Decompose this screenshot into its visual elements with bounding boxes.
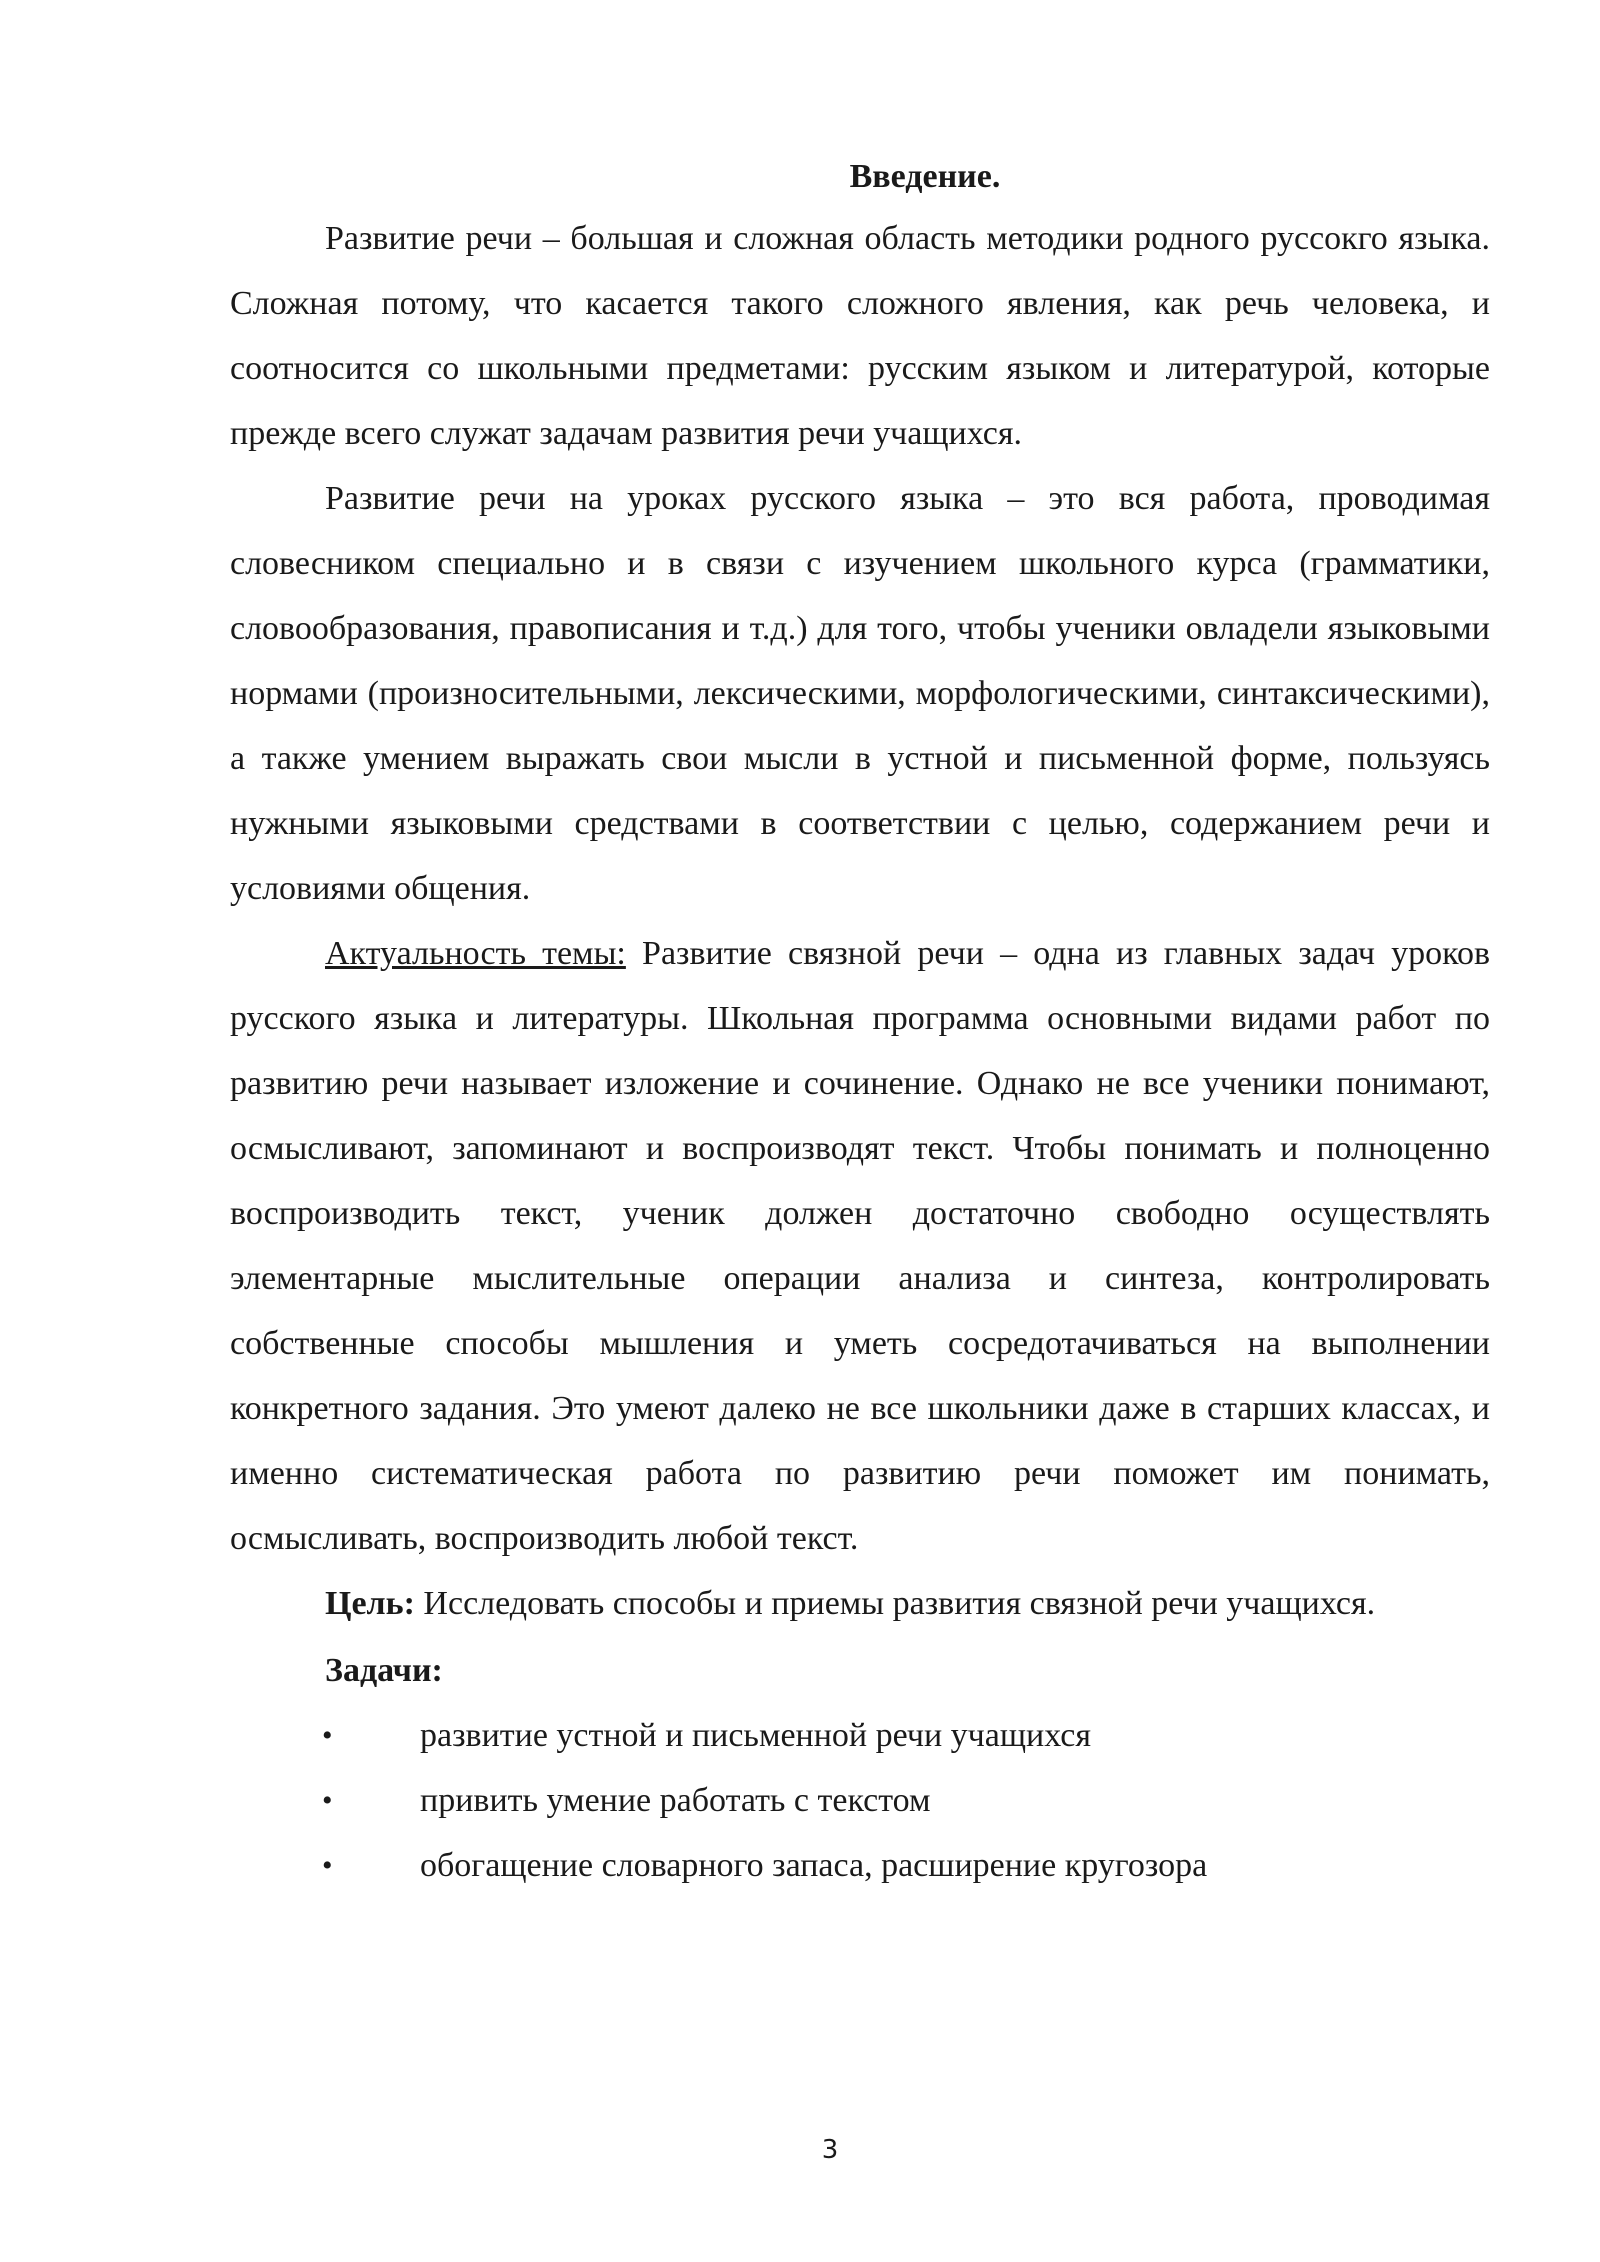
- list-item: [230, 1703, 1490, 1768]
- list-item: [230, 1768, 1490, 1833]
- list-item: [230, 1833, 1490, 1898]
- paragraph-goal: [230, 1571, 1490, 1636]
- paragraph-relevance: [230, 921, 1490, 1571]
- bullet-icon: •: [322, 1784, 333, 1817]
- task-text: обогащение словарного запаса, расширение кругозора: [420, 1847, 1208, 1884]
- goal-text: Исследовать способы и приемы развития связной речи учащихся.: [414, 1585, 1376, 1622]
- bullet-icon: •: [322, 1719, 333, 1752]
- tasks-list: [230, 1703, 1490, 1898]
- paragraph-speech-development: Развитие речи на уроках русского языка – это вся работа, проводимая словесником специально и в связи с изучением школьного курса (грамматики, словообразования, правописания и т.д.) для того, чтобы ученики овладели языковыми нормами (произносительными, лексическими, морфологическими, синтаксическими), а также умением выражать свои мысли в устной и письменной форме, пользуясь нужными языковыми средствами в соответствии с целью, содержанием речи и условиями общения.: [230, 480, 1490, 907]
- page-title: Введение.: [849, 158, 1001, 195]
- task-text: привить умение работать с текстом: [420, 1782, 931, 1819]
- task-text: развитие устной и письменной речи учащихся: [420, 1717, 1091, 1754]
- goal-label: Цель:: [325, 1585, 415, 1622]
- page-body: [230, 148, 1490, 1898]
- page-number: 3: [821, 2135, 839, 2165]
- relevance-text: Развитие связной речи – одна из главных задач уроков русского языка и литературы. Школьная программа основными видами работ по развитию речи называет изложение и сочинение. Однако не все ученики понимают, осмысливают, запоминают и воспроизводят текст. Чтобы понимать и полноценно воспроизводить текст, ученик должен достаточно свободно осуществлять элементарные мыслительные операции анализа и синтеза, контролировать собственные способы мышления и уметь сосредотачиваться на выполнении конкретного задания. Это умеют далеко не все школьники даже в старших классах, и именно систематическая работа по развитию речи поможет им понимать, осмысливать, воспроизводить любой текст.: [230, 935, 1490, 1557]
- relevance-label: Актуальность темы:: [325, 935, 626, 972]
- tasks-heading: Задачи:: [325, 1652, 443, 1689]
- paragraph-intro: Развитие речи – большая и сложная область методики родного руссокго языка. Сложная потому, что касается такого сложного явления, как речь человека, и соотносится со школьными предметами: русским языком и литературой, которые прежде всего служат задачам развития речи учащихся.: [230, 220, 1490, 452]
- bullet-icon: •: [322, 1849, 333, 1882]
